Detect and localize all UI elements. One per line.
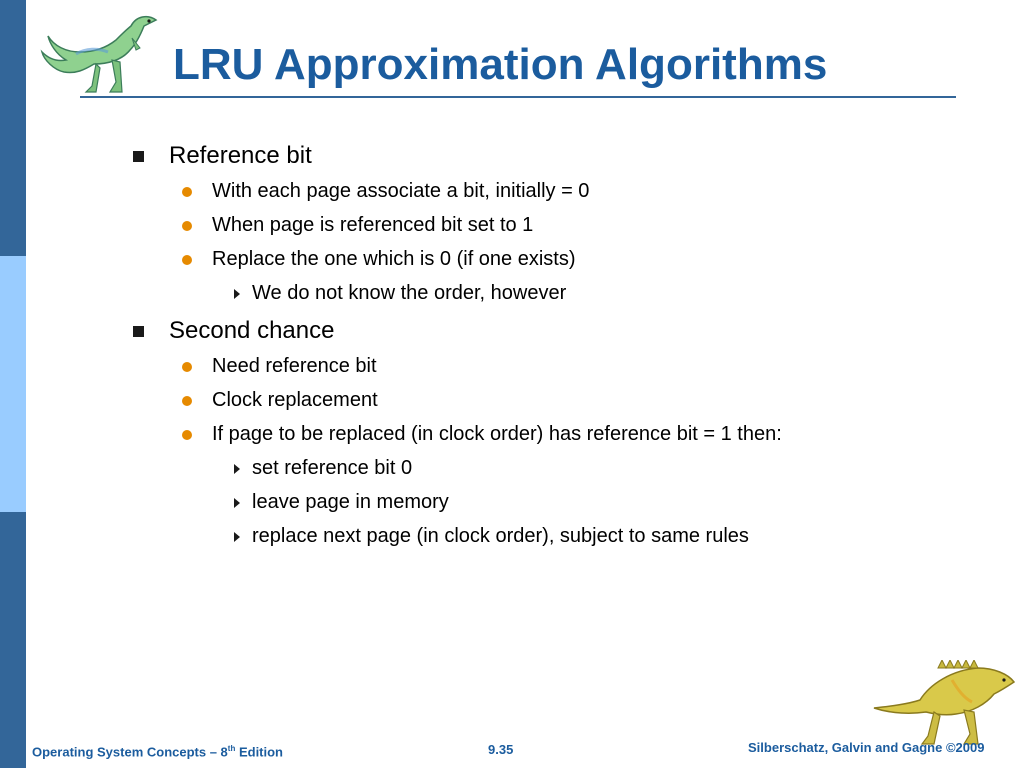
round-bullet-icon bbox=[182, 362, 192, 372]
sidebar-dark-bottom bbox=[0, 512, 26, 768]
title-divider bbox=[80, 96, 956, 98]
sub-bullet bbox=[182, 248, 576, 271]
dinosaur-top-icon bbox=[36, 8, 162, 98]
triangle-bullet-icon bbox=[234, 289, 240, 299]
sidebar-light-middle bbox=[0, 256, 26, 512]
round-bullet-icon bbox=[182, 430, 192, 440]
round-bullet-icon bbox=[182, 255, 192, 265]
sub-bullet-text: Clock replacement bbox=[212, 389, 378, 411]
square-bullet-icon bbox=[133, 326, 144, 337]
bullet-text: Second chance bbox=[169, 317, 335, 344]
sub-bullet bbox=[182, 180, 589, 203]
footer-book-title bbox=[32, 744, 283, 759]
sub-sub-bullet-text: set reference bit 0 bbox=[252, 457, 413, 479]
footer-book-prefix: Operating System Concepts – 8 bbox=[32, 744, 228, 760]
triangle-bullet-icon bbox=[234, 464, 240, 474]
sub-sub-bullet bbox=[234, 525, 749, 548]
triangle-bullet-icon bbox=[234, 532, 240, 542]
triangle-bullet-icon bbox=[234, 498, 240, 508]
sidebar-dark-top bbox=[0, 0, 26, 256]
sub-sub-bullet bbox=[234, 282, 566, 305]
sub-bullet-text: Need reference bit bbox=[212, 355, 377, 377]
bullet-second-chance bbox=[133, 317, 334, 345]
sub-bullet bbox=[182, 423, 782, 446]
sub-sub-bullet bbox=[234, 491, 449, 514]
footer-page-number: 9.35 bbox=[488, 742, 514, 757]
sub-bullet-text: With each page associate a bit, initially = 0 bbox=[212, 180, 590, 202]
square-bullet-icon bbox=[133, 151, 144, 162]
bullet-reference-bit bbox=[133, 142, 312, 170]
round-bullet-icon bbox=[182, 187, 192, 197]
footer-book-suffix: Edition bbox=[235, 744, 284, 760]
sub-bullet-text: Replace the one which is 0 (if one exists) bbox=[212, 248, 576, 270]
sub-sub-bullet-text: We do not know the order, however bbox=[252, 282, 567, 304]
round-bullet-icon bbox=[182, 221, 192, 231]
sub-bullet bbox=[182, 214, 533, 237]
sub-bullet-text: When page is referenced bit set to 1 bbox=[212, 214, 534, 236]
sub-bullet bbox=[182, 389, 378, 412]
footer bbox=[0, 732, 1024, 768]
round-bullet-icon bbox=[182, 396, 192, 406]
bullet-text: Reference bit bbox=[169, 142, 312, 169]
sub-sub-bullet bbox=[234, 457, 412, 480]
sub-sub-bullet-text: leave page in memory bbox=[252, 491, 449, 513]
footer-authors: Silberschatz, Galvin and Gagne ©2009 bbox=[748, 740, 985, 755]
sub-bullet bbox=[182, 355, 377, 378]
slide-title: LRU Approximation Algorithms bbox=[173, 40, 828, 89]
footer-book-sup: th bbox=[227, 744, 236, 753]
sub-sub-bullet-text: replace next page (in clock order), subject to same rules bbox=[252, 525, 749, 547]
sub-bullet-text: If page to be replaced (in clock order) has reference bit = 1 then: bbox=[212, 423, 782, 445]
